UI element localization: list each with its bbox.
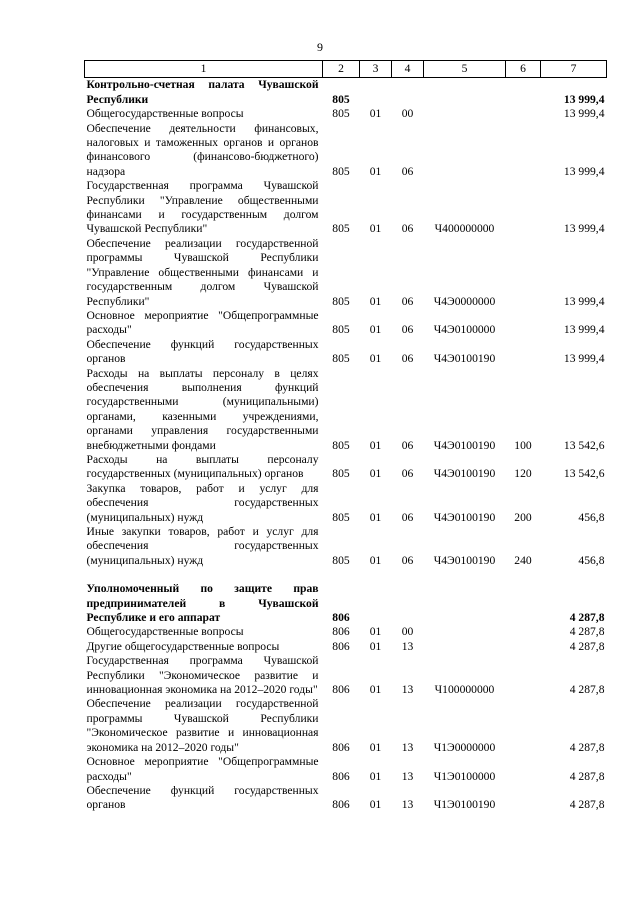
row-amount: 13 999,4 xyxy=(563,222,605,236)
row-amount: 4 287,8 xyxy=(569,625,605,639)
row-expense-type-code: 120 xyxy=(514,467,532,481)
row-subsection-code xyxy=(392,78,424,107)
column-header: 2 xyxy=(323,61,360,78)
row-name: Обеспечение реализации государственной программы Чувашской Республики "Экономическое развитие и инновационная экономика на 2012–2020 годы" xyxy=(86,697,319,754)
spacer-row xyxy=(85,568,607,582)
table-row xyxy=(85,107,607,121)
row-subsection-code xyxy=(392,568,424,582)
row-section-code: 01 xyxy=(369,164,382,178)
table-row xyxy=(85,122,607,180)
row-ministry-code: 805 xyxy=(332,438,350,452)
row-subsection-code: 13 xyxy=(401,683,414,697)
row-subsection-code: 13 xyxy=(401,639,414,653)
row-name: Контрольно-счетная палата Чувашской Республики xyxy=(86,78,319,106)
row-name: Общегосударственные вопросы xyxy=(86,625,244,639)
row-target-code: Ч4Э0100190 xyxy=(433,352,496,366)
row-ministry-code: 806 xyxy=(332,639,350,653)
row-target-code: Ч1Э0000000 xyxy=(433,740,496,754)
row-ministry-code: 806 xyxy=(332,740,350,754)
row-ministry-code xyxy=(323,568,360,582)
row-ministry-code: 805 xyxy=(332,553,350,567)
row-subsection-code: 06 xyxy=(401,294,414,308)
row-amount: 13 999,4 xyxy=(563,323,605,337)
table-row xyxy=(85,179,607,237)
row-amount: 13 999,4 xyxy=(563,107,605,121)
row-section-code: 01 xyxy=(369,294,382,308)
row-name: Расходы на выплаты персоналу в целях обеспечения выполнения функций государственными (муниципальными) органами, казенными учреждениями, органами управления государственными внебюджетными фондами xyxy=(86,366,319,452)
row-subsection-code: 06 xyxy=(401,352,414,366)
row-expense-type-code xyxy=(506,697,541,755)
row-target-code xyxy=(424,122,506,180)
row-ministry-code: 805 xyxy=(332,510,350,524)
table-row xyxy=(85,784,607,813)
row-subsection-code: 06 xyxy=(401,510,414,524)
row-name: Иные закупки товаров, работ и услуг для обеспечения государственных (муниципальных) нужд xyxy=(86,525,319,567)
row-expense-type-code: 100 xyxy=(514,438,532,452)
row-amount: 13 999,4 xyxy=(563,164,605,178)
table-row xyxy=(85,453,607,482)
row-section-code: 01 xyxy=(369,683,382,697)
row-name: Основное мероприятие "Общепрограммные расходы" xyxy=(86,755,319,783)
row-amount: 4 287,8 xyxy=(569,798,605,812)
row-subsection-code: 06 xyxy=(401,164,414,178)
row-section-code: 01 xyxy=(369,769,382,783)
row-section-code: 01 xyxy=(369,222,382,236)
column-header: 5 xyxy=(424,61,506,78)
row-section-code: 01 xyxy=(369,639,382,653)
table-row xyxy=(85,697,607,755)
row-target-code xyxy=(424,625,506,639)
row-amount: 13 999,4 xyxy=(563,352,605,366)
row-section-code xyxy=(360,582,392,625)
row-target-code: Ч4Э0100190 xyxy=(433,553,496,567)
row-subsection-code: 06 xyxy=(401,553,414,567)
table-row xyxy=(85,525,607,568)
row-ministry-code: 805 xyxy=(332,92,350,106)
table-row xyxy=(85,338,607,367)
row-expense-type-code xyxy=(506,625,541,639)
table-row xyxy=(85,755,607,784)
row-name: Обеспечение функций государственных органов xyxy=(86,783,319,812)
row-amount xyxy=(541,568,607,582)
row-section-code: 01 xyxy=(369,510,382,524)
row-name: Закупка товаров, работ и услуг для обеспечения государственных (муниципальных) нужд xyxy=(86,481,319,524)
row-section-code: 01 xyxy=(369,625,382,639)
row-amount: 13 542,6 xyxy=(563,467,605,481)
row-section-code: 01 xyxy=(369,352,382,366)
row-amount: 13 999,4 xyxy=(563,294,605,308)
row-expense-type-code: 240 xyxy=(514,553,532,567)
row-target-code: Ч1Э0100190 xyxy=(433,798,496,812)
row-ministry-code: 805 xyxy=(332,352,350,366)
row-subsection-code: 00 xyxy=(401,107,414,121)
row-ministry-code: 805 xyxy=(332,467,350,481)
row-name: Расходы на выплаты персоналу государственных (муниципальных) органов xyxy=(86,452,319,481)
row-name: Уполномоченный по защите прав предпринимателей в Чувашской Республике и его аппарат xyxy=(86,582,319,625)
row-ministry-code: 806 xyxy=(332,683,350,697)
column-header: 1 xyxy=(85,61,323,78)
row-subsection-code: 06 xyxy=(401,467,414,481)
row-amount: 4 287,8 xyxy=(569,683,605,697)
row-expense-type-code xyxy=(506,237,541,309)
row-expense-type-code xyxy=(506,784,541,813)
row-section-code: 01 xyxy=(369,323,382,337)
row-ministry-code: 805 xyxy=(332,294,350,308)
row-expense-type-code xyxy=(506,755,541,784)
row-name: Государственная программа Чувашской Республики "Управление общественными финансами и государственным долгом Чувашской Республики" xyxy=(86,179,319,236)
row-subsection-code: 00 xyxy=(401,625,414,639)
row-section-code xyxy=(360,568,392,582)
budget-table xyxy=(84,60,607,813)
row-amount: 13 542,6 xyxy=(563,438,605,452)
row-target-code xyxy=(424,107,506,121)
row-expense-type-code xyxy=(506,640,541,654)
row-subsection-code xyxy=(392,582,424,625)
row-subsection-code: 13 xyxy=(401,798,414,812)
row-subsection-code: 06 xyxy=(401,222,414,236)
row-name: Государственная программа Чувашской Республики "Экономическое развитие и инновационная экономика на 2012–2020 годы" xyxy=(86,654,319,697)
row-expense-type-code xyxy=(506,568,541,582)
row-expense-type-code xyxy=(506,338,541,367)
row-name: Основное мероприятие "Общепрограммные расходы" xyxy=(86,308,319,337)
row-target-code: Ч4Э0100190 xyxy=(433,510,496,524)
table-row xyxy=(85,367,607,453)
table-row xyxy=(85,582,607,625)
table-header-row xyxy=(85,61,607,78)
row-ministry-code: 805 xyxy=(332,107,350,121)
row-expense-type-code xyxy=(506,654,541,697)
row-section-code: 01 xyxy=(369,467,382,481)
row-amount: 13 999,4 xyxy=(563,92,605,106)
row-ministry-code: 805 xyxy=(332,164,350,178)
row-target-code xyxy=(424,640,506,654)
column-header: 7 xyxy=(541,61,607,78)
row-name xyxy=(85,568,323,582)
row-expense-type-code xyxy=(506,107,541,121)
row-amount: 456,8 xyxy=(578,553,605,567)
row-name: Обеспечение реализации государственной программы Чувашской Республики "Управление общественными финансами и государственным долгом Чувашской Республики" xyxy=(86,236,319,308)
column-header: 4 xyxy=(392,61,424,78)
row-subsection-code: 13 xyxy=(401,769,414,783)
row-ministry-code: 806 xyxy=(332,769,350,783)
row-section-code: 01 xyxy=(369,107,382,121)
row-target-code xyxy=(424,568,506,582)
row-name: Обеспечение функций государственных органов xyxy=(86,337,319,366)
page-number: 9 xyxy=(317,40,323,54)
column-header: 6 xyxy=(506,61,541,78)
row-target-code: Ч4Э0000000 xyxy=(433,294,496,308)
row-ministry-code: 806 xyxy=(332,798,350,812)
row-ministry-code: 806 xyxy=(332,625,350,639)
row-amount: 4 287,8 xyxy=(569,611,605,625)
row-amount: 4 287,8 xyxy=(569,740,605,754)
row-target-code xyxy=(424,582,506,625)
row-name: Другие общегосударственные вопросы xyxy=(86,639,280,653)
table-row xyxy=(85,309,607,338)
row-target-code: Ч1Э0100000 xyxy=(433,769,496,783)
row-subsection-code: 13 xyxy=(401,740,414,754)
row-expense-type-code xyxy=(506,179,541,237)
row-target-code: Ч400000000 xyxy=(434,222,495,236)
row-amount: 4 287,8 xyxy=(569,769,605,783)
row-subsection-code: 06 xyxy=(401,323,414,337)
row-expense-type-code xyxy=(506,78,541,107)
row-ministry-code: 805 xyxy=(332,222,350,236)
row-name: Обеспечение деятельности финансовых, налоговых и таможенных органов и органов финансового (финансово-бюджетного) надзора xyxy=(86,121,319,178)
row-amount: 4 287,8 xyxy=(569,639,605,653)
table-row xyxy=(85,78,607,107)
row-target-code: Ч4Э0100000 xyxy=(433,323,496,337)
table-row xyxy=(85,237,607,309)
row-ministry-code: 806 xyxy=(332,611,350,625)
row-target-code: Ч4Э0100190 xyxy=(433,438,496,452)
row-expense-type-code: 200 xyxy=(514,510,532,524)
row-subsection-code: 06 xyxy=(401,438,414,452)
row-expense-type-code xyxy=(506,309,541,338)
row-expense-type-code xyxy=(506,582,541,625)
row-section-code: 01 xyxy=(369,438,382,452)
row-section-code: 01 xyxy=(369,798,382,812)
row-expense-type-code xyxy=(506,122,541,180)
row-section-code: 01 xyxy=(369,740,382,754)
table-row xyxy=(85,482,607,525)
row-name: Общегосударственные вопросы xyxy=(86,107,244,121)
table-row xyxy=(85,640,607,654)
row-ministry-code: 805 xyxy=(332,323,350,337)
row-amount: 456,8 xyxy=(578,510,605,524)
row-target-code xyxy=(424,78,506,107)
table-body xyxy=(85,78,607,813)
table-row xyxy=(85,654,607,697)
row-target-code: Ч4Э0100190 xyxy=(433,467,496,481)
row-section-code xyxy=(360,78,392,107)
row-target-code: Ч100000000 xyxy=(434,683,495,697)
column-header: 3 xyxy=(360,61,392,78)
row-section-code: 01 xyxy=(369,553,382,567)
table-row xyxy=(85,625,607,639)
